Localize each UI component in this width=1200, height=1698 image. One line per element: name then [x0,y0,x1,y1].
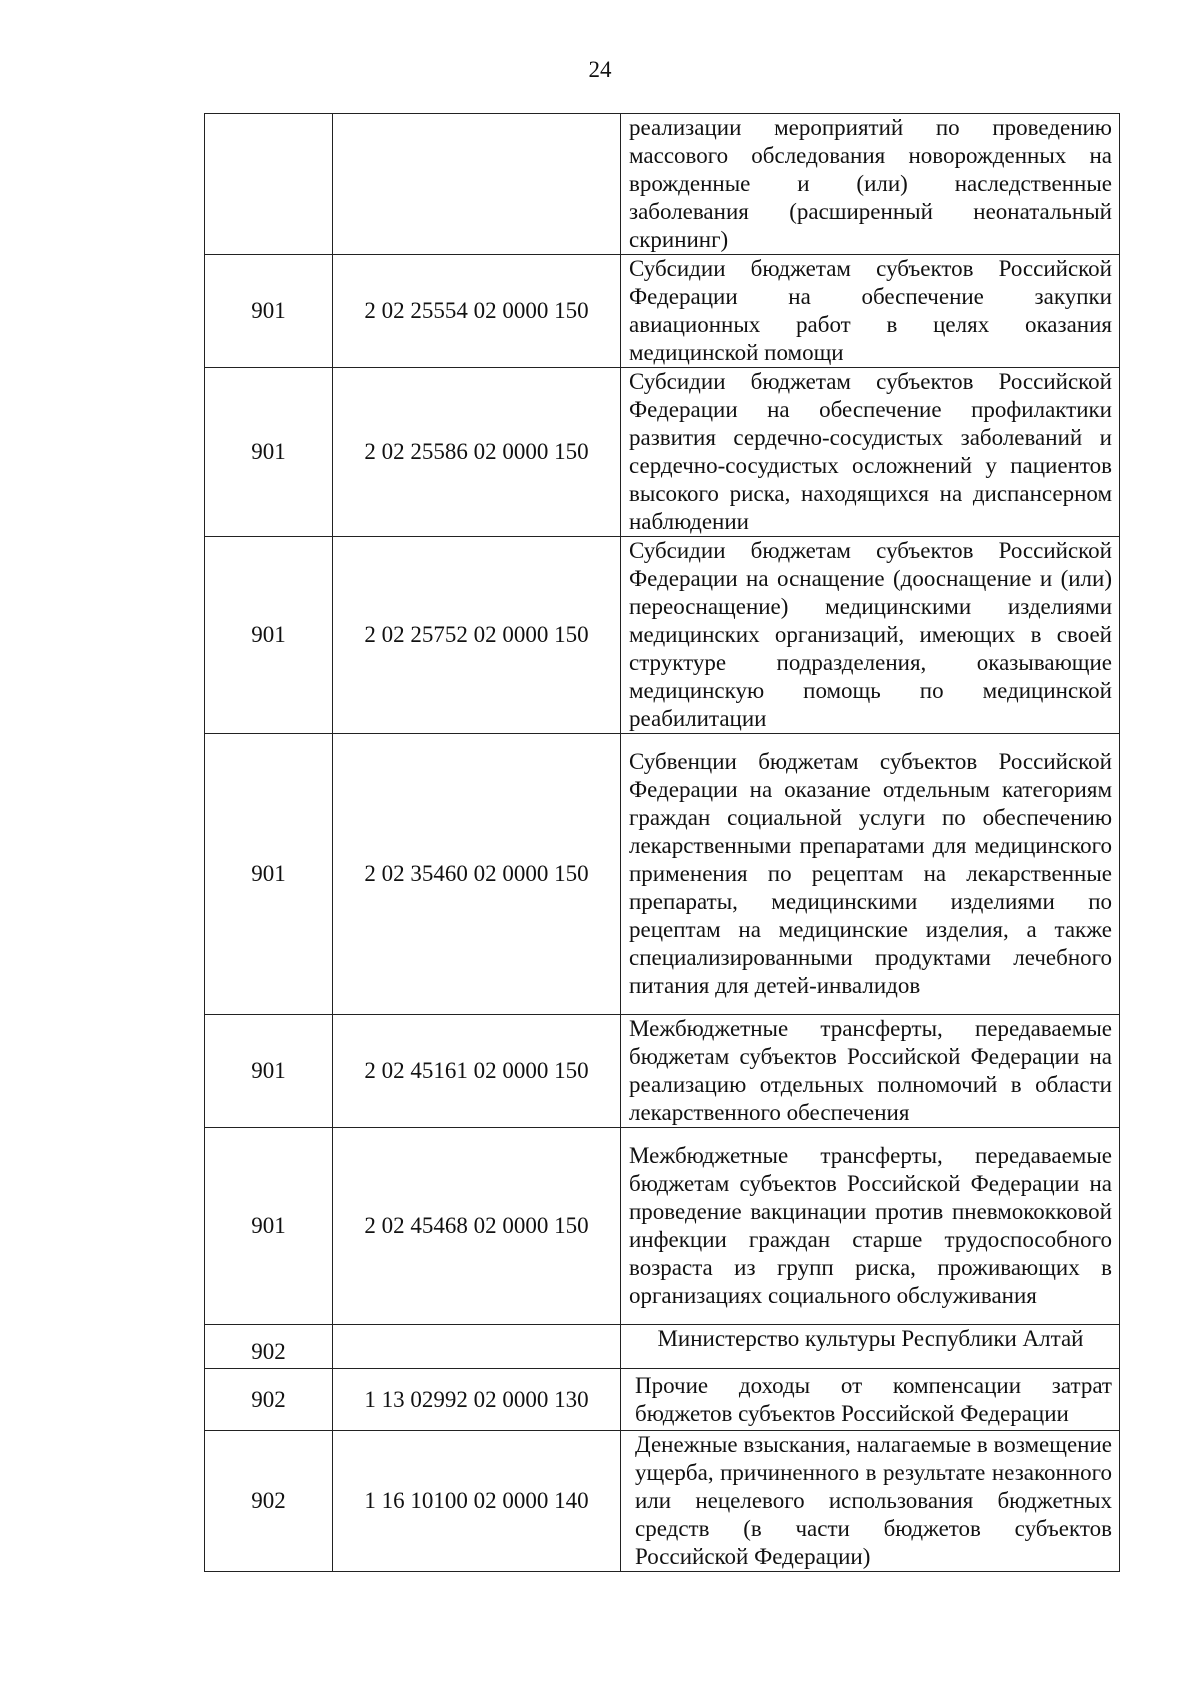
admin-code-cell: 901 [205,734,333,1015]
admin-code-cell: 901 [205,255,333,368]
admin-code-cell [205,114,333,255]
page-number: 24 [588,57,612,82]
budget-code-cell: 2 02 45161 02 0000 150 [333,1015,621,1128]
budget-code-cell: 2 02 35460 02 0000 150 [333,734,621,1015]
budget-code-cell: 2 02 45468 02 0000 150 [333,1128,621,1325]
table-row [205,1431,1120,1572]
description-cell: Денежные взыскания, налагаемые в возмещение ущерба, причиненного в результате незаконного или нецелевого использования бюджетных средств (в части бюджетов субъектов Российской Федерации) [621,1431,1120,1572]
budget-code-cell: 1 16 10100 02 0000 140 [333,1431,621,1572]
description-cell: реализации мероприятий по проведению массового обследования новорожденных на врожденные и (или) наследственные заболевания (расширенный неонатальный скрининг) [621,114,1120,255]
budget-code-cell: 1 13 02992 02 0000 130 [333,1369,621,1431]
admin-code-cell: 901 [205,537,333,734]
admin-code-cell: 901 [205,1128,333,1325]
budget-code-cell: 2 02 25752 02 0000 150 [333,537,621,734]
budget-code-cell [333,1325,621,1369]
budget-code-cell [333,114,621,255]
table-row [205,1128,1120,1325]
admin-code-cell: 902 [205,1431,333,1572]
description-cell: Субвенции бюджетам субъектов Российской Федерации на оказание отдельным категориям граждан социальной услуги по обеспечению лекарственными препаратами для медицинского применения по рецептам на лекарственные препараты, медицинскими изделиями по рецептам на медицинские изделия, а также специализированными продуктами лечебного питания для детей-инвалидов [621,734,1120,1015]
section-heading-cell: Министерство культуры Республики Алтай [621,1325,1120,1369]
table-row [205,368,1120,537]
description-cell: Прочие доходы от компенсации затрат бюджетов субъектов Российской Федерации [621,1369,1120,1431]
admin-code-cell: 902 [205,1325,333,1369]
admin-code-cell: 901 [205,368,333,537]
description-cell: Субсидии бюджетам субъектов Российской Федерации на оснащение (дооснащение и (или) переоснащение) медицинскими изделиями медицинских организаций, имеющих в своей структуре подразделения, оказывающие медицинскую помощь по медицинской реабилитации [621,537,1120,734]
table-row [205,1015,1120,1128]
description-cell: Межбюджетные трансферты, передаваемые бюджетам субъектов Российской Федерации на реализацию отдельных полномочий в области лекарственного обеспечения [621,1015,1120,1128]
description-cell: Субсидии бюджетам субъектов Российской Федерации на обеспечение закупки авиационных работ в целях оказания медицинской помощи [621,255,1120,368]
revenue-codes-table [204,113,1120,1572]
description-cell: Субсидии бюджетам субъектов Российской Федерации на обеспечение профилактики развития сердечно-сосудистых заболеваний и сердечно-сосудистых осложнений у пациентов высокого риска, находящихся на диспансерном наблюдении [621,368,1120,537]
table-row [205,1325,1120,1369]
table-row [205,734,1120,1015]
table-row [205,1369,1120,1431]
budget-code-cell: 2 02 25554 02 0000 150 [333,255,621,368]
admin-code-cell: 901 [205,1015,333,1128]
table-row [205,537,1120,734]
description-cell: Межбюджетные трансферты, передаваемые бюджетам субъектов Российской Федерации на проведение вакцинации против пневмококковой инфекции граждан старше трудоспособного возраста из групп риска, проживающих в организациях социального обслуживания [621,1128,1120,1325]
budget-code-cell: 2 02 25586 02 0000 150 [333,368,621,537]
table-row [205,255,1120,368]
admin-code-cell: 902 [205,1369,333,1431]
table-row [205,114,1120,255]
